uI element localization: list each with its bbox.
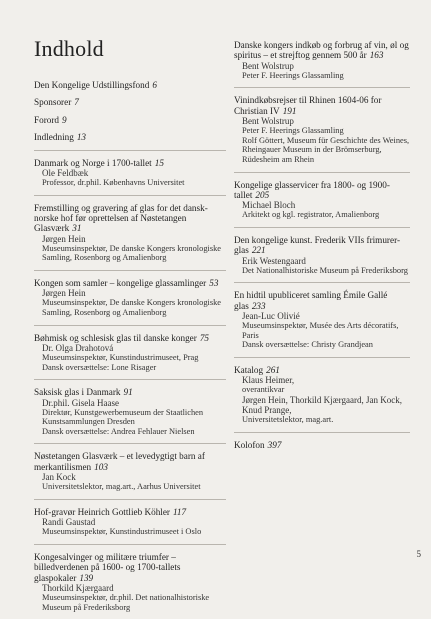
toc-title-text: Katalog bbox=[234, 365, 264, 375]
entry-divider bbox=[234, 432, 410, 433]
author-affiliation: overantikvar bbox=[242, 385, 285, 395]
author-affiliation: Dansk oversættelse: Lone Risager bbox=[42, 362, 157, 372]
author-affiliation: Rolf Göttert, Museum für Geschichte des Weines, Rheingauer Museum in der Brömserburg, Rüdesheim am Rhein bbox=[242, 135, 410, 164]
author-name: Thorkild Kjærgaard bbox=[42, 583, 114, 594]
toc-entry bbox=[234, 180, 410, 220]
toc-entry bbox=[34, 451, 226, 491]
toc-title-text: Den Kongelige Udstillingsfond bbox=[34, 80, 150, 90]
toc-entry-title bbox=[234, 235, 410, 256]
author-affiliation: Professor, dr.phil. Københavns Universitet bbox=[42, 178, 185, 188]
entry-divider bbox=[234, 172, 410, 173]
toc-entry-title bbox=[34, 115, 226, 125]
author-name: Erik Westengaard bbox=[242, 255, 306, 266]
toc-entry-title bbox=[34, 333, 226, 343]
author-name: Jørgen Hein bbox=[42, 233, 86, 244]
toc-entry bbox=[34, 387, 226, 436]
toc-entry bbox=[234, 95, 410, 164]
toc-title-text: Kongelige glasservicer fra 1800- og 1900-tallet bbox=[234, 179, 390, 200]
entry-divider bbox=[34, 195, 226, 196]
toc-title-text: Den kongelige kunst. Frederik VIIs frimurer-glas bbox=[234, 235, 400, 256]
author-affiliation: Dansk oversættelse: Andrea Fehlauer Nielsen bbox=[42, 426, 195, 436]
toc-entry-title bbox=[34, 387, 226, 397]
author-affiliation: Arkitekt og kgl. registrator, Amalienborg bbox=[242, 210, 380, 220]
author-affiliation: Universitetslektor, mag.art., Aarhus Universitet bbox=[42, 482, 201, 492]
toc-page-number: 191 bbox=[282, 105, 297, 116]
toc-left-column bbox=[34, 80, 226, 619]
entry-divider bbox=[34, 325, 226, 326]
toc-entry bbox=[34, 203, 226, 263]
toc-right-column bbox=[234, 40, 410, 457]
toc-entry bbox=[234, 235, 410, 275]
toc-title-text: En hidtil upubliceret samling Émile Gallé glas bbox=[234, 290, 388, 311]
author-name: Dr.phil. Gisela Haase bbox=[42, 397, 119, 408]
entry-divider bbox=[34, 544, 226, 545]
author-name: Randi Gaustad bbox=[42, 517, 96, 528]
toc-entry bbox=[234, 440, 410, 450]
author-affiliation: Museumsinspektør, De danske Kongers kronologiske Samling, Rosenborg og Amalienborg bbox=[42, 243, 222, 263]
toc-entry-title bbox=[34, 203, 226, 234]
toc-page-number: 15 bbox=[154, 157, 164, 168]
toc-entry bbox=[234, 365, 410, 425]
toc-page-number: 205 bbox=[255, 190, 270, 200]
toc-page-number: 13 bbox=[76, 132, 86, 143]
author-name: Jean-Luc Olivié bbox=[242, 311, 300, 322]
entry-divider bbox=[34, 443, 226, 444]
page-number: 5 bbox=[416, 549, 421, 559]
toc-entry-title bbox=[234, 290, 410, 311]
toc-page-number: 103 bbox=[94, 461, 108, 472]
toc-entry-title bbox=[234, 40, 410, 61]
toc-title-text: Danmark og Norge i 1700-tallet bbox=[34, 157, 152, 168]
toc-page-number: 397 bbox=[267, 439, 282, 450]
toc-entry-title bbox=[34, 80, 226, 90]
toc-page-number: 9 bbox=[62, 114, 67, 125]
toc-page-number: 117 bbox=[172, 506, 187, 517]
toc-entry-title bbox=[34, 507, 226, 517]
toc-entry-title bbox=[34, 158, 226, 168]
toc-page-number: 233 bbox=[251, 300, 266, 311]
toc-title-text: Bøhmisk og schlesisk glas til danske konger bbox=[34, 332, 197, 343]
toc-entry bbox=[34, 158, 226, 188]
entry-divider bbox=[34, 150, 226, 151]
toc-entry bbox=[34, 552, 226, 612]
page-heading: Indhold bbox=[34, 36, 104, 61]
toc-entry-title bbox=[34, 552, 226, 583]
entry-divider bbox=[234, 87, 410, 88]
toc-title-text: Danske kongers indkøb og forbrug af vin, øl og spiritus – et strejftog gennem 500 år bbox=[234, 40, 409, 61]
toc-title-text: Indledning bbox=[34, 132, 74, 143]
toc-title-text: Forord bbox=[34, 114, 60, 125]
entry-divider bbox=[234, 357, 410, 358]
toc-title-text: Hof-gravør Heinrich Gottlieb Köhler bbox=[34, 506, 170, 517]
toc-entry-title bbox=[234, 180, 410, 201]
toc-page-number: 221 bbox=[251, 245, 266, 256]
toc-title-text: Saksisk glas i Danmark bbox=[34, 387, 121, 398]
author-name: Dr. Olga Drahotová bbox=[42, 343, 114, 354]
toc-entry bbox=[234, 40, 410, 80]
entry-divider bbox=[34, 499, 226, 500]
toc-entry bbox=[34, 115, 226, 125]
toc-entry bbox=[34, 132, 226, 142]
author-affiliation: Museumsinspektør, Kunstindustrimuseet i Oslo bbox=[42, 527, 202, 537]
toc-title-text: Vinindkøbsrejser til Rhinen 1604-06 for Christian IV bbox=[234, 95, 382, 116]
author-name: Jan Kock bbox=[42, 472, 76, 483]
author-name: Bent Wolstrup bbox=[242, 116, 294, 127]
toc-entry-title bbox=[34, 278, 226, 288]
entry-divider bbox=[234, 282, 410, 283]
toc-page-number: 261 bbox=[266, 365, 280, 375]
author-name: Jørgen Hein bbox=[42, 288, 86, 299]
entry-divider bbox=[34, 379, 226, 380]
toc-entry-title bbox=[234, 95, 410, 116]
toc-title-text: Kongen som samler – kongelige glassamlinger bbox=[34, 278, 207, 289]
author-affiliation: Museumsinspektør, Musée des Arts décoratifs, Paris bbox=[242, 321, 399, 340]
author-name: Klaus Heimer, bbox=[242, 375, 295, 386]
toc-page-number: 75 bbox=[199, 332, 209, 343]
author-affiliation: Museumsinspektør, De danske Kongers kronologiske Samling, Rosenborg og Amalienborg bbox=[42, 298, 222, 318]
toc-page-number: 91 bbox=[123, 387, 133, 398]
author-name: Ole Feldbæk bbox=[42, 168, 89, 179]
toc-entry bbox=[34, 333, 226, 373]
author-affiliation: Peter F. Heerings Glassamling bbox=[242, 70, 344, 80]
author-affiliation: Peter F. Heerings Glassamling bbox=[242, 126, 344, 136]
toc-entry-title bbox=[234, 365, 410, 375]
toc-page-number: 139 bbox=[79, 572, 94, 583]
entry-divider bbox=[34, 270, 226, 271]
toc-entry-title bbox=[34, 132, 226, 142]
toc-entry bbox=[34, 97, 226, 107]
toc-title-text: Fremstilling og gravering af glas for det dansk-norske hof før oprettelsen af Nøstetangen Glasværk bbox=[34, 202, 208, 234]
toc-title-text: Sponsorer bbox=[34, 97, 72, 108]
toc-page-number: 31 bbox=[72, 223, 82, 234]
toc-title-text: Kolofon bbox=[234, 439, 265, 450]
author-affiliation: Museumsinspektør, dr.phil. Det nationalhistoriske Museum på Frederiksborg bbox=[42, 593, 210, 612]
toc-title-text: Kongesalvinger og militære triumfer – billedverdenen på 1600- og 1700-tallets glaspokaler bbox=[34, 551, 181, 583]
toc-page-number: 6 bbox=[152, 80, 157, 90]
toc-entry-title bbox=[234, 440, 410, 450]
toc-entry bbox=[34, 278, 226, 318]
toc-entry-title bbox=[34, 97, 226, 107]
toc-entry bbox=[234, 290, 410, 350]
author-name: Jørgen Hein, Thorkild Kjærgaard, Jan Kock, Knud Prange, bbox=[242, 395, 402, 415]
toc-page-number: 163 bbox=[369, 50, 384, 61]
toc-entry bbox=[34, 80, 226, 90]
author-affiliation: Direktør, Kunstgewerbemuseum der Staatlichen Kunstsammlungen Dresden bbox=[42, 407, 204, 427]
author-affiliation: Museumsinspektør, Kunstindustrimuseet, Prag bbox=[42, 353, 199, 363]
toc-page-number: 53 bbox=[209, 278, 219, 289]
author-affiliation: Det Nationalhistoriske Museum på Frederiksborg bbox=[242, 265, 408, 275]
author-name: Michael Bloch bbox=[242, 200, 296, 211]
toc-entry bbox=[34, 507, 226, 537]
author-affiliation: Dansk oversættelse: Christy Grandjean bbox=[242, 340, 373, 350]
author-affiliation: Universitetslektor, mag.art. bbox=[242, 415, 334, 424]
toc-page-number: 7 bbox=[74, 97, 79, 108]
toc-title-text: Nøstetangen Glasværk – et levedygtigt barn af merkantilismen bbox=[34, 451, 205, 472]
entry-divider bbox=[234, 227, 410, 228]
author-name: Bent Wolstrup bbox=[242, 60, 294, 71]
toc-entry-title bbox=[34, 451, 226, 472]
